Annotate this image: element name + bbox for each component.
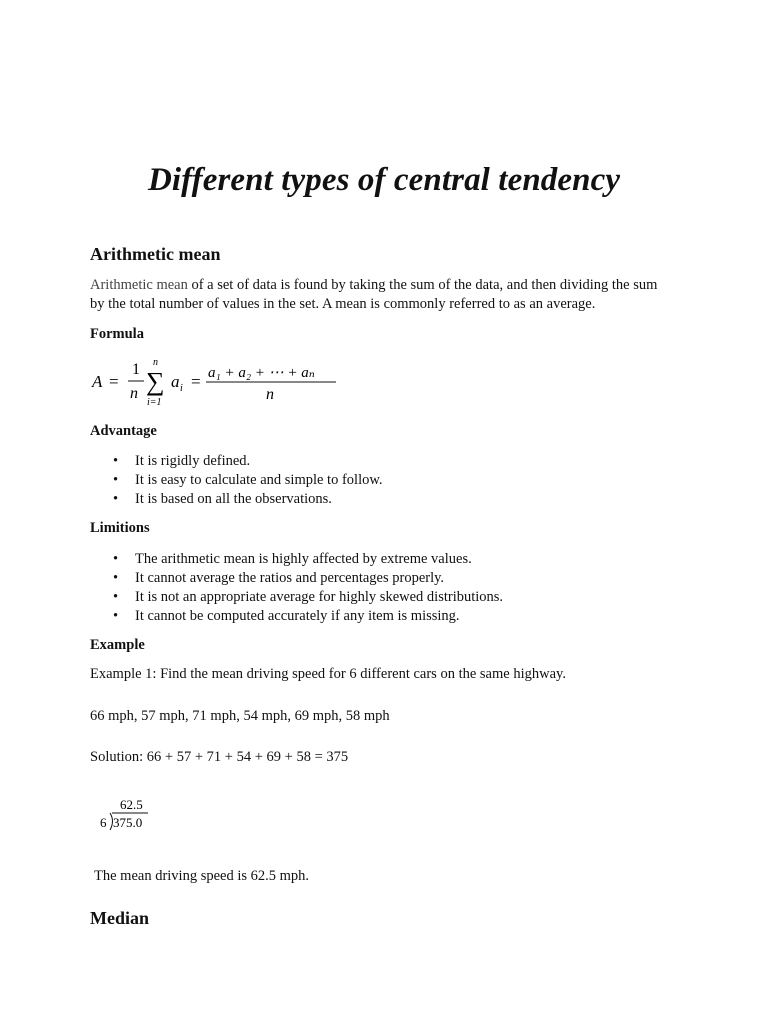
division-dividend: 375.0 — [113, 815, 143, 830]
mean-formula — [90, 356, 350, 410]
formula-sum-bottom: i=1 — [147, 397, 162, 408]
example-question: Example 1: Find the mean driving speed for 6 different cars on the same highway. — [90, 666, 566, 682]
heading-advantage: Advantage — [90, 423, 157, 439]
list-item: • It cannot be computed accurately if any item is missing. — [90, 607, 503, 626]
intro-text: of a set of data is found by taking the sum of the data, and then dividing the sum by the total number of values in the set. A mean is commonly referred to as an average. — [90, 277, 658, 312]
formula-equals-2: = — [191, 372, 201, 391]
example-solution: Solution: 66 + 57 + 71 + 54 + 69 + 58 = 375 — [90, 749, 349, 765]
formula-frac-den: n — [130, 385, 138, 402]
formula-term-sub: i — [180, 383, 183, 394]
formula-equals-1: = — [109, 372, 119, 391]
intro-paragraph — [90, 276, 670, 314]
heading-median: Median — [90, 908, 150, 928]
list-item: • It is based on all the observations. — [90, 490, 383, 509]
formula-frac-num: 1 — [132, 361, 140, 378]
heading-limitations: Limitions — [90, 520, 150, 536]
list-item: • It cannot average the ratios and percentages properly. — [90, 569, 503, 588]
formula-sum-top: n — [153, 357, 158, 368]
list-item: • It is rigidly defined. — [90, 452, 383, 471]
list-item: • The arithmetic mean is highly affected by extreme values. — [90, 550, 503, 569]
page-title: Different types of central tendency — [147, 162, 621, 198]
heading-example: Example — [90, 637, 145, 653]
formula-lhs: A — [92, 372, 103, 391]
example-speeds: 66 mph, 57 mph, 71 mph, 54 mph, 69 mph, 58 mph — [90, 708, 390, 724]
list-item: • It is not an appropriate average for highly skewed distributions. — [90, 588, 503, 607]
formula-sigma: ∑ — [146, 367, 165, 396]
formula-rhs-num: a₁ + a₂ + ⋯ + aₙ — [208, 365, 315, 381]
advantages-list — [90, 452, 383, 509]
list-item: • It is easy to calculate and simple to follow. — [90, 471, 383, 490]
intro-lead-link[interactable]: Arithmetic mean — [90, 277, 188, 293]
division-divisor: 6 — [100, 815, 107, 830]
heading-arithmetic-mean: Arithmetic mean — [90, 244, 221, 264]
formula-term: a — [171, 372, 180, 391]
division-quotient: 62.5 — [120, 797, 143, 812]
example-conclusion: The mean driving speed is 62.5 mph. — [94, 868, 310, 884]
formula-rhs-den: n — [266, 386, 274, 403]
long-division — [96, 795, 166, 835]
heading-formula: Formula — [90, 326, 144, 342]
limitations-list — [90, 550, 503, 626]
